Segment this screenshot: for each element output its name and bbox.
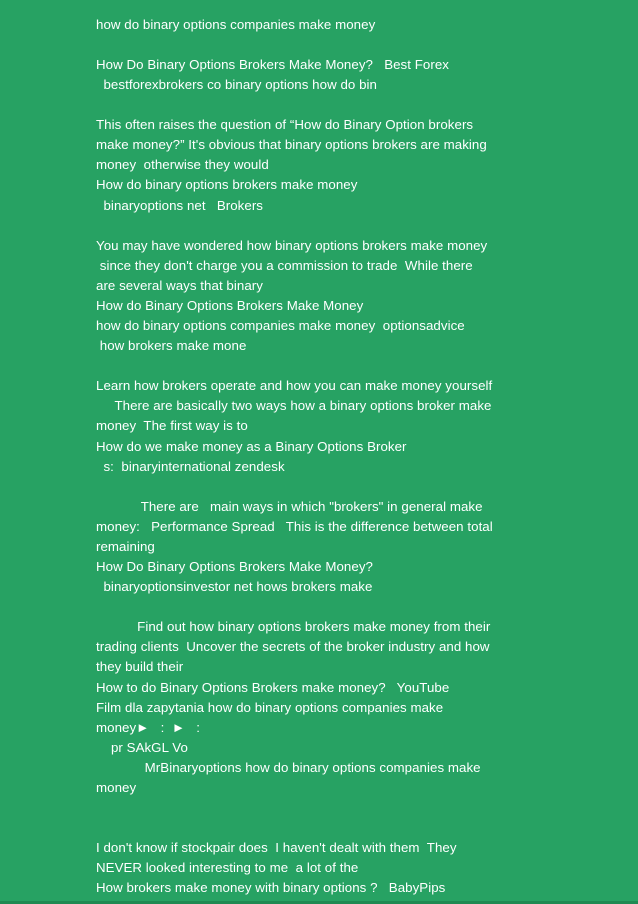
text-line: Film dla zapytania how do binary options companies make	[96, 700, 444, 715]
text-line: Learn how brokers operate and how you can make money yourself	[96, 378, 493, 393]
text-line: Find out how binary options brokers make money from their	[96, 619, 491, 634]
text-line: remaining	[96, 539, 155, 554]
text-line: money otherwise they would	[96, 157, 269, 172]
text-line: trading clients Uncover the secrets of the broker industry and how	[96, 639, 490, 654]
text-line: How to do Binary Options Brokers make money? YouTube	[96, 680, 450, 695]
text-line: how do binary options companies make money optionsadvice	[96, 318, 465, 333]
text-line: How Do Binary Options Brokers Make Money? Best Forex	[96, 57, 449, 72]
text-line: How do binary options brokers make money	[96, 177, 358, 192]
text-line: pr SAkGL Vo	[96, 740, 188, 755]
text-line: There are main ways in which "brokers" in general make	[96, 499, 483, 514]
text-line: binaryoptions net Brokers	[96, 198, 264, 213]
text-line: they build their	[96, 659, 184, 674]
text-line: How do Binary Options Brokers Make Money	[96, 298, 364, 313]
text-line: how do binary options companies make money	[96, 17, 376, 32]
text-line: How brokers make money with binary options ? BabyPips	[96, 880, 446, 895]
text-line: since they don't charge you a commission to trade While there	[96, 258, 473, 273]
text-line: are several ways that binary	[96, 278, 263, 293]
text-line: binaryoptionsinvestor net hows brokers make	[96, 579, 373, 594]
text-line: MrBinaryoptions how do binary options companies make	[96, 760, 481, 775]
text-line: money: Performance Spread This is the difference between total	[96, 519, 493, 534]
text-line: s: binaryinternational zendesk	[96, 459, 285, 474]
text-line: money The first way is to	[96, 418, 248, 433]
text-line: You may have wondered how binary options brokers make money	[96, 238, 488, 253]
text-line: How Do Binary Options Brokers Make Money?	[96, 559, 373, 574]
text-line: money	[96, 780, 137, 795]
text-line: How do we make money as a Binary Options Broker	[96, 439, 407, 454]
text-line: make money?” It's obvious that binary options brokers are making	[96, 137, 487, 152]
text-line: There are basically two ways how a binary options broker make	[96, 398, 492, 413]
text-line: This often raises the question of “How do Binary Option brokers	[96, 117, 474, 132]
text-line: I don't know if stockpair does I haven't dealt with them They	[96, 840, 457, 855]
text-line: money► : ► :	[96, 720, 201, 735]
text-line: bestforexbrokers co binary options how do bin	[96, 77, 377, 92]
text-line: how brokers make mone	[96, 338, 247, 353]
text-line: NEVER looked interesting to me a lot of the	[96, 860, 359, 875]
